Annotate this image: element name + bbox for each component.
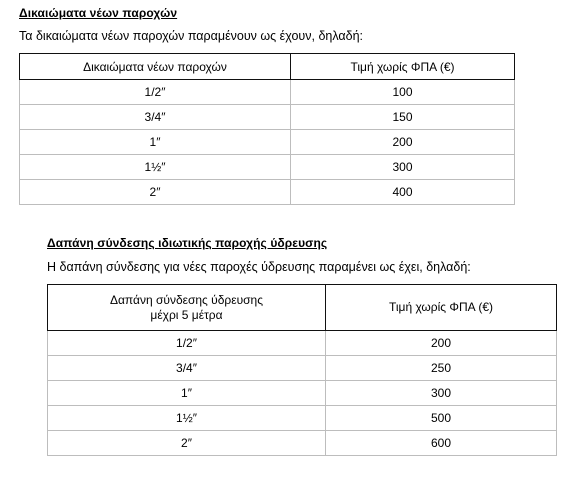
table-cell: 100	[291, 80, 515, 105]
table-cell: 300	[326, 381, 557, 406]
table-row	[20, 80, 515, 105]
table-row	[20, 155, 515, 180]
section1-heading: Δικαιώματα νέων παροχών	[19, 6, 178, 20]
connection-cost-table	[47, 284, 557, 456]
table-cell: 600	[326, 431, 557, 456]
table-cell: 150	[291, 105, 515, 130]
column-header: Τιμή χωρίς ΦΠΑ (€)	[326, 285, 557, 331]
table-cell: 200	[291, 130, 515, 155]
table-row	[20, 130, 515, 155]
table-cell: 250	[326, 356, 557, 381]
table-row	[48, 406, 557, 431]
table-cell: 1/2″	[20, 80, 291, 105]
section1-intro: Τα δικαιώματα νέων παροχών παραμένουν ως έχουν, δηλαδή:	[19, 29, 364, 43]
column-header: Τιμή χωρίς ΦΠΑ (€)	[291, 54, 515, 80]
table-header-row	[48, 285, 557, 331]
column-header: Δικαιώματα νέων παροχών	[20, 54, 291, 80]
column-header-line: μέχρι 5 μέτρα	[150, 307, 223, 322]
table-cell: 400	[291, 180, 515, 205]
table-row	[20, 105, 515, 130]
table-cell: 1/2″	[48, 331, 326, 356]
section2-intro: Η δαπάνη σύνδεσης για νέες παροχές ύδρευσης παραμένει ως έχει, δηλαδή:	[47, 260, 471, 274]
section2-heading: Δαπάνη σύνδεσης ιδιωτικής παροχής ύδρευσης	[47, 236, 328, 250]
table-cell: 300	[291, 155, 515, 180]
table-cell: 3/4″	[20, 105, 291, 130]
table-row	[48, 381, 557, 406]
table-row	[48, 331, 557, 356]
table-cell: 1½″	[20, 155, 291, 180]
table-row	[20, 180, 515, 205]
table-cell: 1″	[20, 130, 291, 155]
table-cell: 2″	[48, 431, 326, 456]
table-cell: 1½″	[48, 406, 326, 431]
connection-rights-table	[19, 53, 515, 205]
table-row	[48, 356, 557, 381]
table-cell: 3/4″	[48, 356, 326, 381]
table-cell: 1″	[48, 381, 326, 406]
table-row	[48, 431, 557, 456]
table-cell: 200	[326, 331, 557, 356]
table-header-row	[20, 54, 515, 80]
table-cell: 2″	[20, 180, 291, 205]
table-cell: 500	[326, 406, 557, 431]
column-header	[48, 285, 326, 331]
column-header-line: Δαπάνη σύνδεσης ύδρευσης	[109, 292, 264, 307]
